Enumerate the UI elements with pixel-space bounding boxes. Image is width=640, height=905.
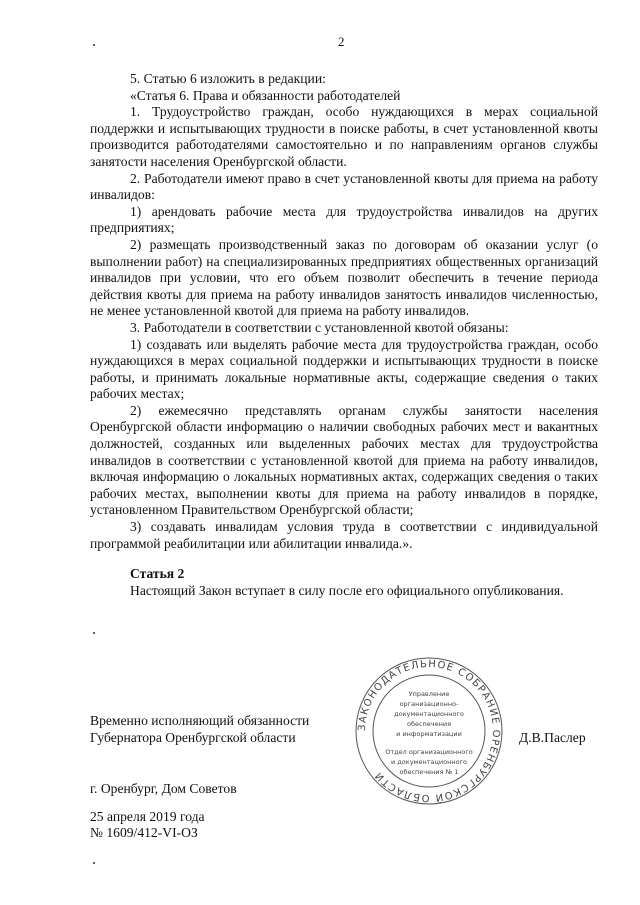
- svg-text:ЗАКОНОДАТЕЛЬНОЕ СОБРАНИЕ ОРЕНБ: ЗАКОНОДАТЕЛЬНОЕ СОБРАНИЕ ОРЕНБУРГСКОЙ ОБЛАСТИ: [356, 658, 502, 804]
- paragraph-amendment-intro: 5. Статью 6 изложить в редакции:: [130, 71, 326, 86]
- paragraph-clause-2-item-2: 2) размещать производственный заказ по договорам об оказании услуг (о выполнении работ) на специализированных предприятиях общественных организаций инвалидов при условии, что его объем позволит обеспечить в течение периода действия квоты для приема на работу инвалидов занятость инвалидов численностью, не менее установленной квотой для приема на работу инвалидов.: [90, 236, 598, 319]
- paragraph-clause-3-item-3: 3) создавать инвалидам условия труда в соответствии с индивидуальной программой реабилитации или абилитации инвалида.».: [90, 519, 598, 551]
- stamp-inner-line: Управление: [408, 690, 450, 698]
- scan-speck: [93, 44, 95, 46]
- signatory-position: [90, 713, 309, 746]
- signatory-name: Д.В.Паслер: [519, 730, 586, 745]
- official-stamp: [354, 656, 504, 806]
- scan-speck: [93, 632, 95, 634]
- stamp-inner-line: и документационного: [391, 758, 467, 766]
- scan-speck: [93, 862, 95, 864]
- paragraph-article6-title: «Статья 6. Права и обязанности работодателей: [130, 87, 401, 103]
- article2-heading: Статья 2: [130, 566, 185, 582]
- paragraph-clause-1: 1. Трудоустройство граждан, особо нуждающихся в мерах социальной поддержки и испытывающих трудности в поиске работы, в счет установленной квоты производится работодателями самостоятельно и по направлениям органов службы занятости населения Оренбургской области.: [90, 104, 598, 169]
- stamp-inner-line: обеспечения: [406, 720, 452, 728]
- stamp-inner-line: организационно-: [399, 700, 459, 708]
- stamp-inner-line: обеспечения № 1: [399, 768, 459, 776]
- paragraph-clause-3-item-2: 2) ежемесячно представлять органам службы занятости населения Оренбургской области информацию о наличии свободных рабочих мест и вакантных должностей, созданных или выделенных рабочих местах для трудоустройства инвалидов в соответствии с установленной квотой для приема на работу инвалидов, включая информацию о локальных нормативных актах, содержащих сведения о таких рабочих местах, выполнении квоты для приема на работу инвалидов в порядке, установленном Правительством Оренбургской области;: [90, 402, 598, 518]
- paragraph-clause-3-item-1: 1) создавать или выделять рабочие места для трудоустройства граждан, особо нуждающихся в мерах социальной поддержки и испытывающих трудности в поиске работы, и принимать локальные нормативные акты, содержащие сведения о таких рабочих местах;: [90, 336, 598, 402]
- paragraph-clause-3: 3. Работодатели в соответствии с установленной квотой обязаны:: [130, 319, 509, 335]
- page-number: 2: [338, 34, 345, 49]
- paragraph-clause-2-item-1: 1) арендовать рабочие места для трудоустройства инвалидов на других предприятиях;: [90, 203, 598, 236]
- document-body: [90, 71, 598, 599]
- law-number: № 1609/412-VI-ОЗ: [90, 825, 198, 840]
- signing-place: г. Оренбург, Дом Советов: [90, 781, 237, 796]
- article2-text: Настоящий Закон вступает в силу после его официального опубликования.: [130, 582, 564, 598]
- stamp-inner-line: Отдел организационного: [385, 748, 473, 756]
- signatory-position-line1: Временно исполняющий обязанности: [90, 713, 310, 728]
- paragraph-clause-2: 2. Работодатели имеют право в счет установленной квоты для приема на работу инвалидов:: [90, 170, 598, 203]
- stamp-inner-line: документационного: [394, 710, 464, 718]
- stamp-inner-line: и информатизации: [396, 730, 462, 738]
- signing-date: 25 апреля 2019 года: [90, 809, 205, 824]
- signatory-position-line2: Губернатора Оренбургской области: [90, 729, 296, 745]
